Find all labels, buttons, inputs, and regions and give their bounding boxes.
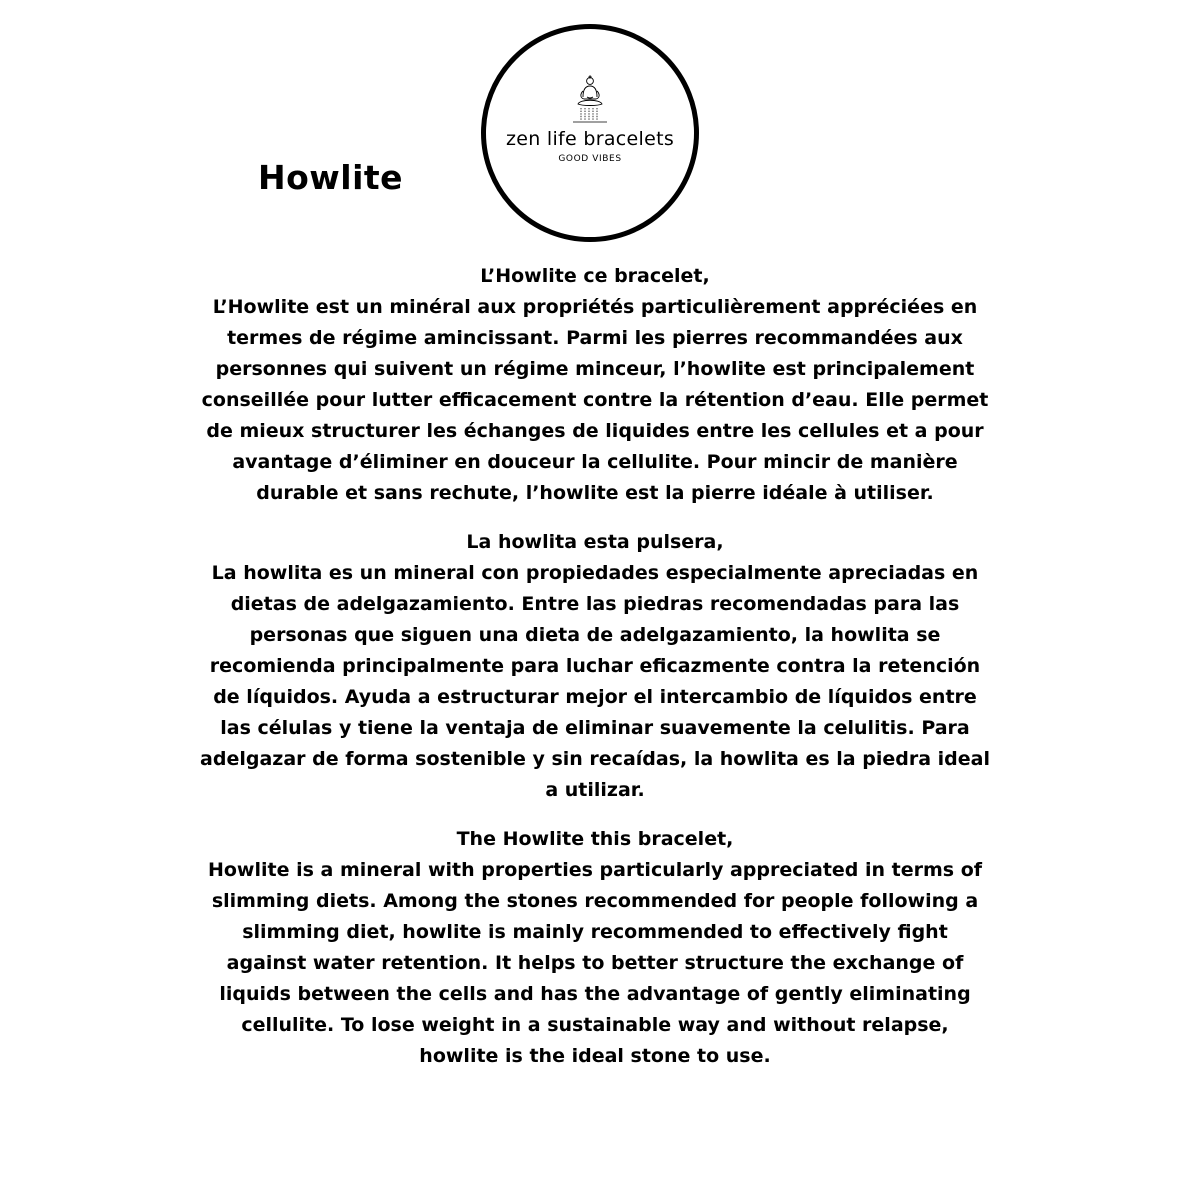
brand-tagline: GOOD VIBES	[558, 154, 622, 164]
english-heading: The Howlite this bracelet,	[456, 828, 734, 850]
meditating-buddha-icon	[571, 75, 609, 129]
french-description	[200, 261, 990, 509]
page-title: Howlite	[258, 158, 404, 198]
spanish-body: La howlita es un mineral con propiedades especialmente apreciadas en dietas de adelgazamiento. Entre las piedras recomendadas para las personas que siguen una dieta de adelgazamiento, la howlita se recomienda principalmente para luchar eficazmente contra la retención de líquidos. Ayuda a estructurar mejor el intercambio de líquidos entre las células y tiene la ventaja de eliminar suavemente la celulitis. Para adelgazar de forma sostenible y sin recaídas, la howlita es la piedra ideal a utilizar.	[200, 562, 990, 801]
spanish-heading: La howlita esta pulsera,	[466, 531, 724, 553]
french-heading: L’Howlite ce bracelet,	[480, 265, 710, 287]
english-body: Howlite is a mineral with properties particularly appreciated in terms of slimming diets. Among the stones recommended for people following a slimming diet, howlite is mainly recommended to effectively fight against water retention. It helps to better structure the exchange of liquids between the cells and has the advantage of gently eliminating cellulite. To lose weight in a sustainable way and without relapse, howlite is the ideal stone to use.	[207, 859, 983, 1067]
french-body: L’Howlite est un minéral aux propriétés particulièrement appréciées en termes de régime amincissant. Parmi les pierres recommandées aux personnes qui suivent un régime minceur, l’howlite est principalement conseillée pour lutter efficacement contre la rétention d’eau. Elle permet de mieux structurer les échanges de liquides entre les cellules et a pour avantage d’éliminer en douceur la cellulite. Pour mincir de manière durable et sans rechute, l’howlite est la pierre idéale à utiliser.	[201, 296, 989, 504]
description-blocks	[200, 261, 990, 1072]
brand-name: zen life bracelets	[505, 128, 675, 150]
spanish-description	[200, 527, 990, 806]
english-description	[200, 824, 990, 1072]
brand-logo	[481, 24, 699, 242]
